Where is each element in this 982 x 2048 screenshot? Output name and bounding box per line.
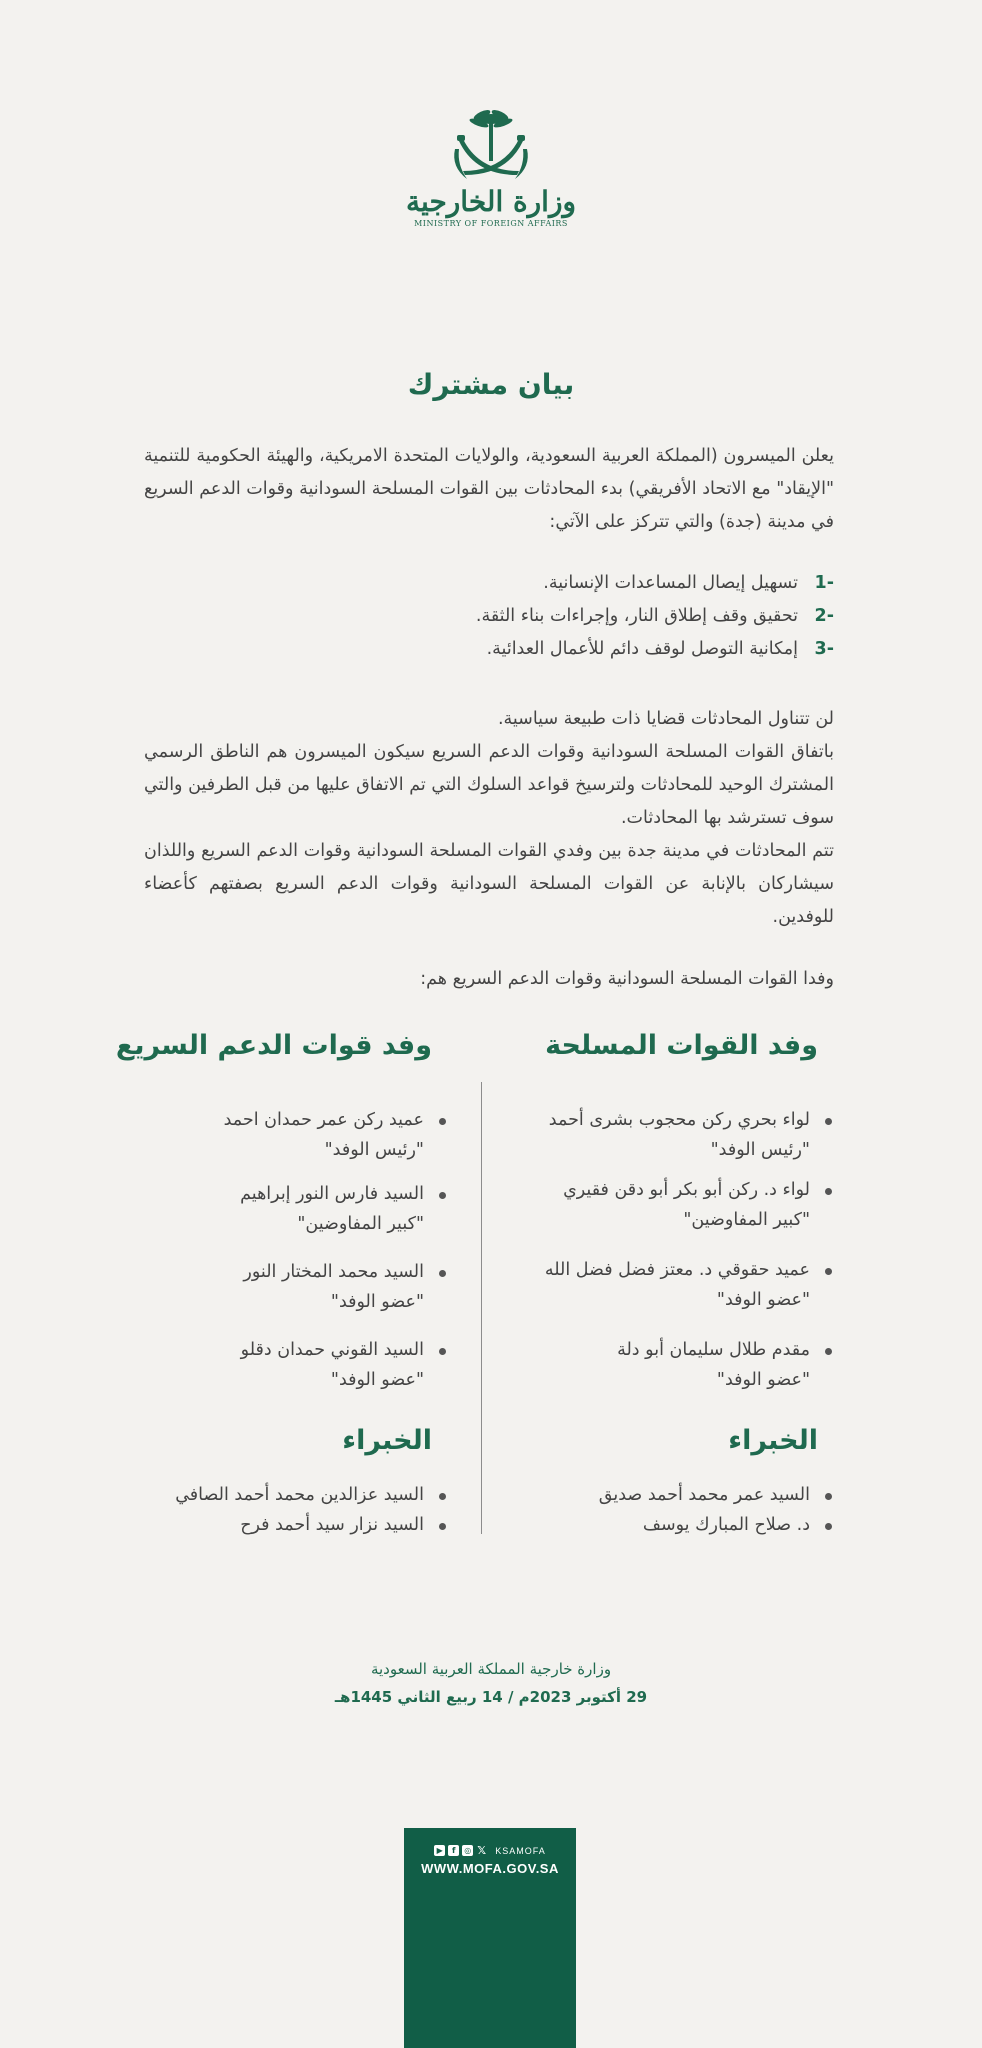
- member-role: "رئيس الوفد": [710, 1140, 810, 1160]
- page-title: بيان مشترك: [407, 368, 575, 401]
- member-role: "رئيس الوفد": [324, 1140, 424, 1160]
- member-role: "كبير المفاوضين": [683, 1210, 810, 1230]
- member-name: السيد القوني حمدان دقلو: [240, 1340, 424, 1360]
- list-item: [128, 1335, 448, 1395]
- youtube-icon[interactable]: ▶: [434, 1845, 445, 1856]
- list-text: تحقيق وقف إطلاق النار، وإجراءات بناء الثقة.: [475, 606, 798, 626]
- member-role: "عضو الوفد": [330, 1370, 424, 1390]
- footer-date: 29 أكتوبر 2023م / 14 ربيع الثاني 1445هـ: [334, 1688, 648, 1706]
- member-name: مقدم طلال سليمان أبو دلة: [617, 1340, 810, 1360]
- list-number: -2: [814, 606, 834, 626]
- social-handle: KSAMOFA: [495, 1845, 546, 1856]
- body-paragraphs: [144, 703, 834, 934]
- list-item: [514, 1175, 834, 1235]
- facebook-icon[interactable]: f: [448, 1845, 459, 1856]
- list-item: [108, 1510, 448, 1540]
- expert-name: د. صلاح المبارك يوسف: [642, 1515, 810, 1535]
- expert-name: السيد عزالدين محمد أحمد الصافي: [175, 1485, 424, 1505]
- rsf-members-list: [128, 1105, 448, 1395]
- member-role: "عضو الوفد": [716, 1370, 810, 1390]
- ministry-logo: [0, 105, 982, 228]
- rsf-experts-list: [108, 1480, 448, 1540]
- footer-ministry: وزارة خارجية المملكة العربية السعودية: [370, 1660, 612, 1678]
- saf-delegation-heading: وفد القوات المسلحة: [545, 1030, 818, 1061]
- saf-experts-list: [514, 1480, 834, 1540]
- website-link[interactable]: WWW.MOFA.GOV.SA: [421, 1861, 559, 1876]
- member-name: عميد ركن عمر حمدان احمد: [223, 1110, 424, 1130]
- list-number: -1: [814, 573, 834, 593]
- saf-members-list: [514, 1105, 834, 1395]
- list-item: [144, 633, 834, 666]
- member-name: عميد حقوقي د. معتز فضل فضل الله: [544, 1260, 810, 1280]
- intro-paragraph: يعلن الميسرون (المملكة العربية السعودية، والولايات المتحدة الامريكية، والهيئة الحكومية للتنمية "الإيقاد" مع الاتحاد الأفريقي) بدء المحادثات بين القوات المسلحة السودانية وقوات الدعم السريع في مدينة (جدة) والتي تتركز على الآتي:: [144, 446, 834, 532]
- logo-english-text: MINISTRY OF FOREIGN AFFAIRS: [414, 219, 568, 228]
- list-number: -3: [814, 639, 834, 659]
- member-role: "كبير المفاوضين": [297, 1214, 424, 1234]
- member-name: السيد فارس النور إبراهيم: [240, 1184, 424, 1204]
- expert-name: السيد عمر محمد أحمد صديق: [598, 1485, 810, 1505]
- member-name: السيد محمد المختار النور: [243, 1262, 424, 1282]
- instagram-icon[interactable]: ◎: [462, 1845, 473, 1856]
- member-name: لواء بحري ركن محجوب بشرى أحمد: [548, 1110, 810, 1130]
- member-role: "عضو الوفد": [330, 1292, 424, 1312]
- list-item: [514, 1335, 834, 1395]
- rsf-delegation-heading: وفد قوات الدعم السريع: [115, 1030, 432, 1061]
- paragraph: لن تتناول المحادثات قضايا ذات طبيعة سياسية.: [497, 709, 834, 729]
- member-name: لواء د. ركن أبو بكر أبو دقن فقيري: [563, 1180, 810, 1200]
- paragraph: باتفاق القوات المسلحة السودانية وقوات الدعم السريع سيكون الميسرون هم الناطق الرسمي المشترك الوحيد للمحادثات ولترسيخ قواعد السلوك التي تم الاتفاق عليها من قبل الطرفين والتي سوف تسترشد بها المحادثات.: [144, 742, 834, 828]
- contact-box: [404, 1828, 576, 2048]
- list-text: إمكانية التوصل لوقف دائم للأعمال العدائية.: [486, 639, 798, 659]
- list-text: تسهيل إيصال المساعدات الإنسانية.: [543, 573, 798, 593]
- paragraph: تتم المحادثات في مدينة جدة بين وفدي القوات المسلحة السودانية وقوات الدعم السريع واللذان سيشاركان بالإنابة عن القوات المسلحة السودانية وقوات الدعم السريع بصفتهم كأعضاء للوفدين.: [144, 841, 834, 927]
- list-item: [514, 1480, 834, 1510]
- list-item: [514, 1105, 834, 1165]
- logo-arabic-text: وزارة الخارجية: [406, 185, 576, 218]
- expert-name: السيد نزار سيد أحمد فرح: [240, 1515, 424, 1535]
- list-item: [108, 1480, 448, 1510]
- list-item: [128, 1179, 448, 1239]
- palm-swords-emblem-icon: [449, 105, 533, 185]
- saf-experts-heading: الخبراء: [728, 1425, 818, 1456]
- member-role: "عضو الوفد": [716, 1290, 810, 1310]
- column-divider: [481, 1082, 482, 1534]
- delegates-intro: وفدا القوات المسلحة السودانية وقوات الدعم السريع هم:: [420, 969, 834, 989]
- rsf-experts-heading: الخبراء: [342, 1425, 432, 1456]
- topics-list: [144, 567, 834, 666]
- list-item: [514, 1255, 834, 1315]
- x-icon[interactable]: 𝕏: [477, 1844, 487, 1857]
- list-item: [144, 567, 834, 600]
- list-item: [144, 600, 834, 633]
- list-item: [514, 1510, 834, 1540]
- list-item: [128, 1257, 448, 1317]
- list-item: [128, 1105, 448, 1165]
- social-icons: [404, 1845, 576, 1856]
